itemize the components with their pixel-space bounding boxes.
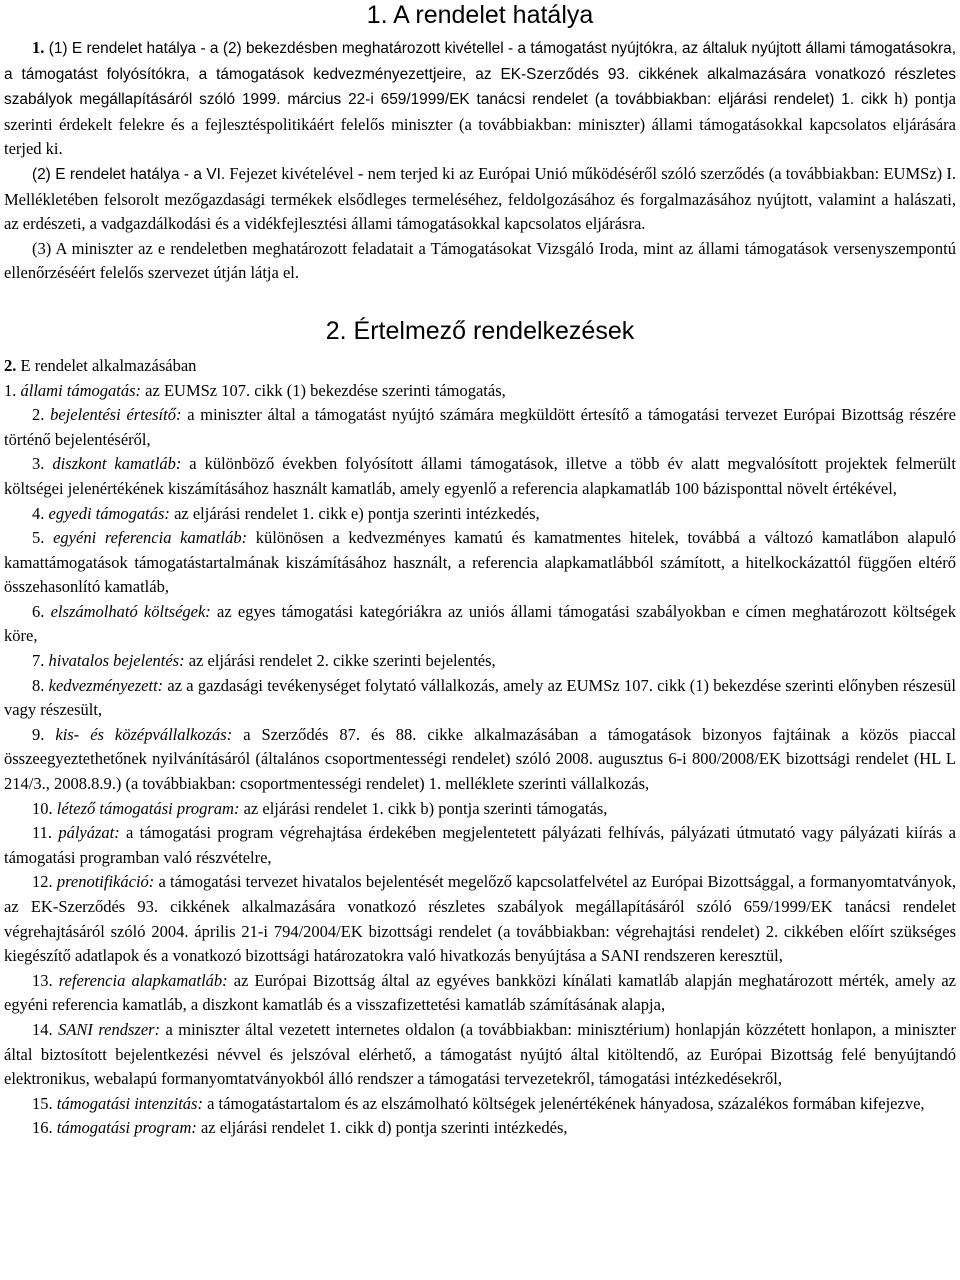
definition-item bbox=[4, 452, 956, 501]
par2-text-a: (2) E rendelet hatálya - a VI. bbox=[32, 165, 226, 183]
definition-term: referencia alapkamatláb: bbox=[58, 970, 228, 990]
definition-text: a miniszter által vezetett internetes oldalon (a továbbiakban: minisztérium) honlapján közzétett honlapon, a miniszter által biztosított bejelentkezési névvel és jelszóval elérhető, a támogatást nyújtó által kitöltendő, az Európai Bizottság felé benyújtandó elektronikus, webalapú formanyomtatványokból álló rendszer a támogatási tervezetekről, támogatási intézkedésekről, bbox=[4, 1019, 957, 1089]
definition-item bbox=[4, 649, 956, 674]
definition-term: támogatási program: bbox=[56, 1118, 197, 1138]
definition-text: az eljárási rendelet 2. cikke szerinti bejelentés, bbox=[184, 651, 496, 671]
definition-text: a támogatási program végrehajtása érdekében megjelentetett pályázati felhívás, pályázati útmutató vagy pályázati kiírás a támogatási programban való részvételre, bbox=[4, 823, 956, 867]
definition-term: támogatási intenzitás: bbox=[56, 1093, 203, 1113]
section-1-title: 1. A rendelet hatálya bbox=[366, 1, 594, 29]
definition-number: 5. bbox=[32, 528, 54, 548]
article-2-number: 2. bbox=[4, 355, 17, 375]
definition-item bbox=[4, 403, 956, 452]
definition-item bbox=[4, 526, 956, 600]
definition-text: különösen a kedvezményes kamatú és kamatmentes hitelek, továbbá a változó kamatlábon alapuló kamattámogatások támogatástartalmának kiszámításához használt, a referencia alapkamatlábból számított, a hitelkockázattól függően eltérő összehasonlító kamatláb, bbox=[4, 528, 956, 597]
definition-number: 15. bbox=[32, 1093, 57, 1113]
definition-item bbox=[4, 379, 956, 404]
section-2-title: 2. Értelmező rendelkezések bbox=[325, 316, 635, 345]
definition-item bbox=[4, 1018, 956, 1092]
definition-term: elszámolható költségek: bbox=[50, 601, 211, 621]
par1-text-b: h) pontja szerinti érdekelt felekre és a fejlesztéspolitikáért felelős miniszter (a továbbiakban: miniszter) állami támogatásokkal kapcsolatos eljárására terjed ki. bbox=[4, 89, 956, 159]
section-2-intro bbox=[4, 354, 956, 379]
definitions-list bbox=[4, 379, 956, 1141]
definition-text: a támogatási tervezet hivatalos bejelentését megelőző kapcsolatfelvétel az Európai Bizottsággal, a formanyomtatványok, az EK-Szerződés 93. cikkének alkalmazására vonatkozó részletes szabályok megállapításáról szóló 659/1999/EK tanácsi rendelet végrehajtásáról szóló 2004. április 21-i 794/2004/EK bizottsági rendelet (a továbbiakban: végrehajtási rendelet) 2. cikkében előírt szükséges kiegészítő adatlapok és a vonatkozó bizottsági határozatokra való hivatkozás benyújtása a SANI rendszeren keresztül, bbox=[4, 872, 957, 966]
definition-number: 6. bbox=[32, 601, 51, 621]
definition-item bbox=[4, 674, 956, 723]
definition-number: 11. bbox=[32, 823, 59, 843]
definition-number: 2. bbox=[32, 405, 51, 425]
section-1-paragraph-1 bbox=[4, 36, 956, 162]
definition-text: az eljárási rendelet 1. cikk e) pontja szerinti intézkedés, bbox=[169, 503, 540, 523]
definition-item bbox=[4, 870, 956, 968]
definition-term: bejelentési értesítő: bbox=[50, 405, 182, 425]
definition-text: az a gazdasági tevékenységet folytató vállalkozás, amely az EUMSz 107. cikk (1) bekezdése szerinti előnyben részesül vagy részesült, bbox=[4, 675, 956, 720]
article-1-number: 1. bbox=[32, 38, 45, 57]
definition-number: 16. bbox=[32, 1118, 57, 1138]
definition-number: 13. bbox=[32, 970, 59, 990]
definition-number: 7. bbox=[32, 651, 49, 671]
definition-number: 4. bbox=[32, 503, 49, 523]
definition-text: a támogatástartalom és az elszámolható költségek jelenértékének hányadosa, százalékos formában kifejezve, bbox=[202, 1093, 925, 1113]
definition-number: 10. bbox=[32, 798, 57, 818]
definition-term: diszkont kamatláb: bbox=[52, 454, 182, 474]
definition-item bbox=[4, 969, 956, 1018]
definition-item bbox=[4, 1116, 956, 1141]
definition-number: 9. bbox=[32, 724, 56, 744]
definition-term: kedvezményezett: bbox=[48, 675, 164, 695]
definition-text: a Szerződés 87. és 88. cikke alkalmazásában a támogatások bizonyos fajtáinak a közös piaccal összeegyeztethetőnek nyilvánításáról (általános csoportmentességi rendelet) szóló 2008. augusztus 6-i 800/2008/EK bizottsági rendelet (HL L 214/3., 2008.8.9.) (a továbbiakban: csoportmentességi rendelet) 1. melléklete szerinti vállalkozás, bbox=[4, 724, 957, 794]
definition-term: SANI rendszer: bbox=[58, 1019, 161, 1039]
definition-number: 8. bbox=[32, 675, 49, 695]
definition-text: az egyes támogatási kategóriákra az uniós állami támogatási szabályokban e címen meghatározott költségek köre, bbox=[4, 601, 957, 646]
definition-term: pályázat: bbox=[58, 823, 120, 843]
definition-text: az eljárási rendelet 1. cikk d) pontja szerinti intézkedés, bbox=[196, 1118, 568, 1138]
par2-text-b: Fejezet kivételével - nem terjed ki az Európai Unió működéséről szóló szerződés (a továbbiakban: EUMSz) I. Mellékletében felsorolt mezőgazdasági termékek elsődleges termeléséhez, feldolgozásához és forgalmazásához nyújtott, valamint a halászati, az erdészeti, a vadgazdálkodási és a vidékfejlesztési állami támogatásokkal kapcsolatos eljárásra. bbox=[4, 163, 956, 234]
definition-term: prenotifikáció: bbox=[56, 872, 155, 892]
definition-item bbox=[4, 723, 956, 797]
definition-term: egyéni referencia kamatláb: bbox=[53, 528, 248, 548]
definition-term: egyedi támogatás: bbox=[48, 503, 170, 523]
definition-item bbox=[4, 502, 956, 527]
definition-item bbox=[4, 821, 956, 870]
definition-term: hivatalos bejelentés: bbox=[48, 651, 185, 671]
definition-text: az EUMSz 107. cikk (1) bekezdése szerinti támogatás, bbox=[141, 380, 506, 400]
par1-text-a: (1) E rendelet hatálya - a (2) bekezdésben meghatározott kivétellel - a támogatást nyújtókra, az általuk nyújtott állami támogatásokra, a támogatást folyósítókra, a támogatások kedvezményezettjeire, az EK-Szerződés 93. cikkének alkalmazására vonatkozó részletes szabályok megállapításáról szóló 1999. március 22-i 659/1999/EK tanácsi rendelet (a továbbiakban: eljárási rendelet) 1. cikk bbox=[4, 40, 956, 109]
section-1-paragraph-2 bbox=[4, 162, 956, 237]
definition-item bbox=[4, 600, 956, 649]
definition-item bbox=[4, 797, 956, 822]
definition-number: 3. bbox=[32, 454, 53, 474]
definition-text: a különböző években folyósított állami támogatások, illetve a több év alatt megvalósított projektek felmerült költségei jelenértékének kiszámításához használt kamatláb, amely egyenlő a referencia alapkamatláb 100 bázisponttal növelt értékével, bbox=[4, 454, 956, 498]
definition-number: 14. bbox=[32, 1019, 59, 1039]
definition-text: az eljárási rendelet 1. cikk b) pontja szerinti támogatás, bbox=[239, 798, 608, 818]
definition-text: a miniszter által a támogatást nyújtó számára megküldött értesítő a támogatási tervezet Európai Bizottság részére történő bejelentéséről, bbox=[4, 405, 957, 449]
section-1-paragraph-3: (3) A miniszter az e rendeletben meghatározott feladatait a Támogatásokat Vizsgáló Iroda, mint az állami támogatások versenyszempontú ellenőrzéséért felelős szervezet útján látja el. bbox=[4, 238, 956, 283]
definition-number: 12. bbox=[32, 872, 57, 892]
definition-number: 1. bbox=[4, 380, 21, 400]
definition-term: létező támogatási program: bbox=[56, 798, 240, 818]
definition-term: állami támogatás: bbox=[20, 380, 142, 400]
definition-text: az Európai Bizottság által az egyéves bankközi kínálati kamatláb alapján meghatározott mérték, amely az egyéni referencia kamatláb, a diszkont kamatláb és a visszafizettetési kamatláb számításának alapja, bbox=[4, 970, 957, 1015]
section-2-intro-text: E rendelet alkalmazásában bbox=[16, 355, 197, 375]
definition-term: kis- és középvállalkozás: bbox=[55, 724, 233, 744]
definition-item bbox=[4, 1092, 956, 1117]
